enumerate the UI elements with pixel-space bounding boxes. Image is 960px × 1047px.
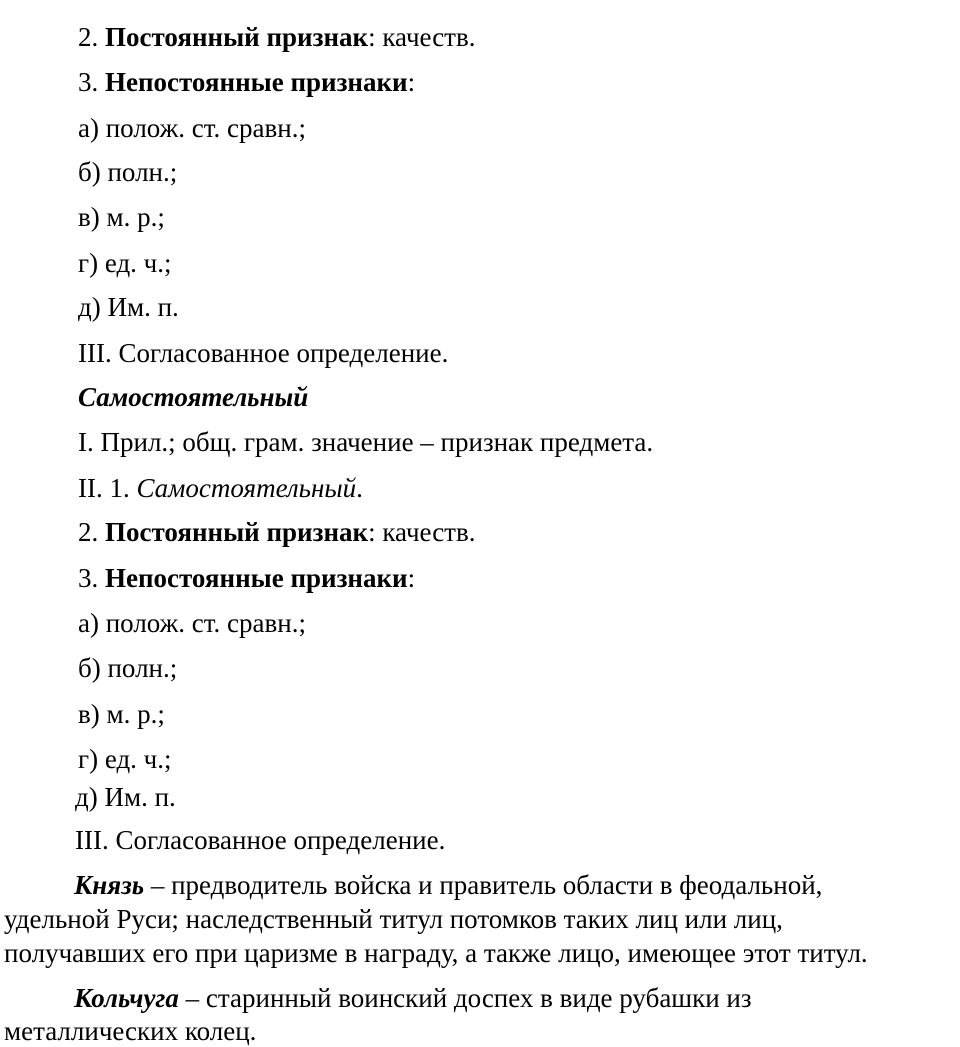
block2-item-3-label: Непостоянные признаки <box>105 563 408 593</box>
definition-knyaz-text-1: – предводитель войска и правитель области в феодальной, <box>144 870 823 900</box>
block2-section-ii <box>78 472 363 504</box>
block2-section-ii-word: Самостоятельный <box>136 473 357 503</box>
block1-item-3-value: : <box>407 67 416 97</box>
block2-item-2 <box>78 516 475 548</box>
block1-item-2-label: Постоянный признак <box>105 22 369 52</box>
block1-item-2-value: : качеств. <box>368 22 476 52</box>
block1-sub-b: б) полн.; <box>78 157 178 187</box>
definition-knyaz-line-3: получавших его при царизме в награду, а также лицо, имеющее этот титул. <box>4 938 868 968</box>
block2-section-i: I. Прил.; общ. грам. значение – признак предмета. <box>78 427 654 457</box>
definition-kolchuga-line-2: металлических колец. <box>4 1016 257 1046</box>
definition-kolchuga-term: Кольчуга <box>74 983 179 1013</box>
block2-section-iii: III. Согласованное определение. <box>75 825 446 855</box>
definition-knyaz-term: Князь <box>74 870 145 900</box>
block1-section-iii: III. Согласованное определение. <box>78 338 449 368</box>
block2-sub-v: в) м. р.; <box>78 699 165 729</box>
block1-item-3-number: 3. <box>78 67 99 97</box>
block2-item-3-number: 3. <box>78 563 99 593</box>
definition-knyaz-line-2: удельной Руси; наследственный титул потомков таких лиц или лиц, <box>4 904 783 934</box>
definition-knyaz-line-1 <box>74 869 822 901</box>
block1-sub-a: а) полож. ст. сравн.; <box>78 113 306 143</box>
block2-sub-g: г) ед. ч.; <box>78 744 172 774</box>
block2-item-2-number: 2. <box>78 517 99 547</box>
block2-sub-b: б) полн.; <box>78 653 178 683</box>
block1-sub-d: д) Им. п. <box>78 292 179 322</box>
block1-item-3-label: Непостоянные признаки <box>105 67 408 97</box>
block2-section-ii-prefix: II. 1. <box>78 473 130 503</box>
block1-sub-v: в) м. р.; <box>78 202 165 232</box>
block1-item-2-number: 2. <box>78 22 99 52</box>
block2-section-ii-dot: . <box>356 473 363 503</box>
block1-sub-g: г) ед. ч.; <box>78 248 172 278</box>
block2-item-3-value: : <box>407 563 416 593</box>
block2-item-2-value: : качеств. <box>368 517 476 547</box>
definition-kolchuga-line-1 <box>74 982 752 1014</box>
block2-item-2-label: Постоянный признак <box>105 517 369 547</box>
block1-item-2 <box>78 21 475 53</box>
word-heading: Самостоятельный <box>78 382 309 412</box>
definition-kolchuga-text-1: – старинный воинский доспех в виде рубашки из <box>178 983 752 1013</box>
block2-sub-a: а) полож. ст. сравн.; <box>78 608 306 638</box>
block1-item-3 <box>78 66 415 98</box>
block2-sub-d: д) Им. п. <box>75 782 176 812</box>
block2-item-3 <box>78 562 415 594</box>
